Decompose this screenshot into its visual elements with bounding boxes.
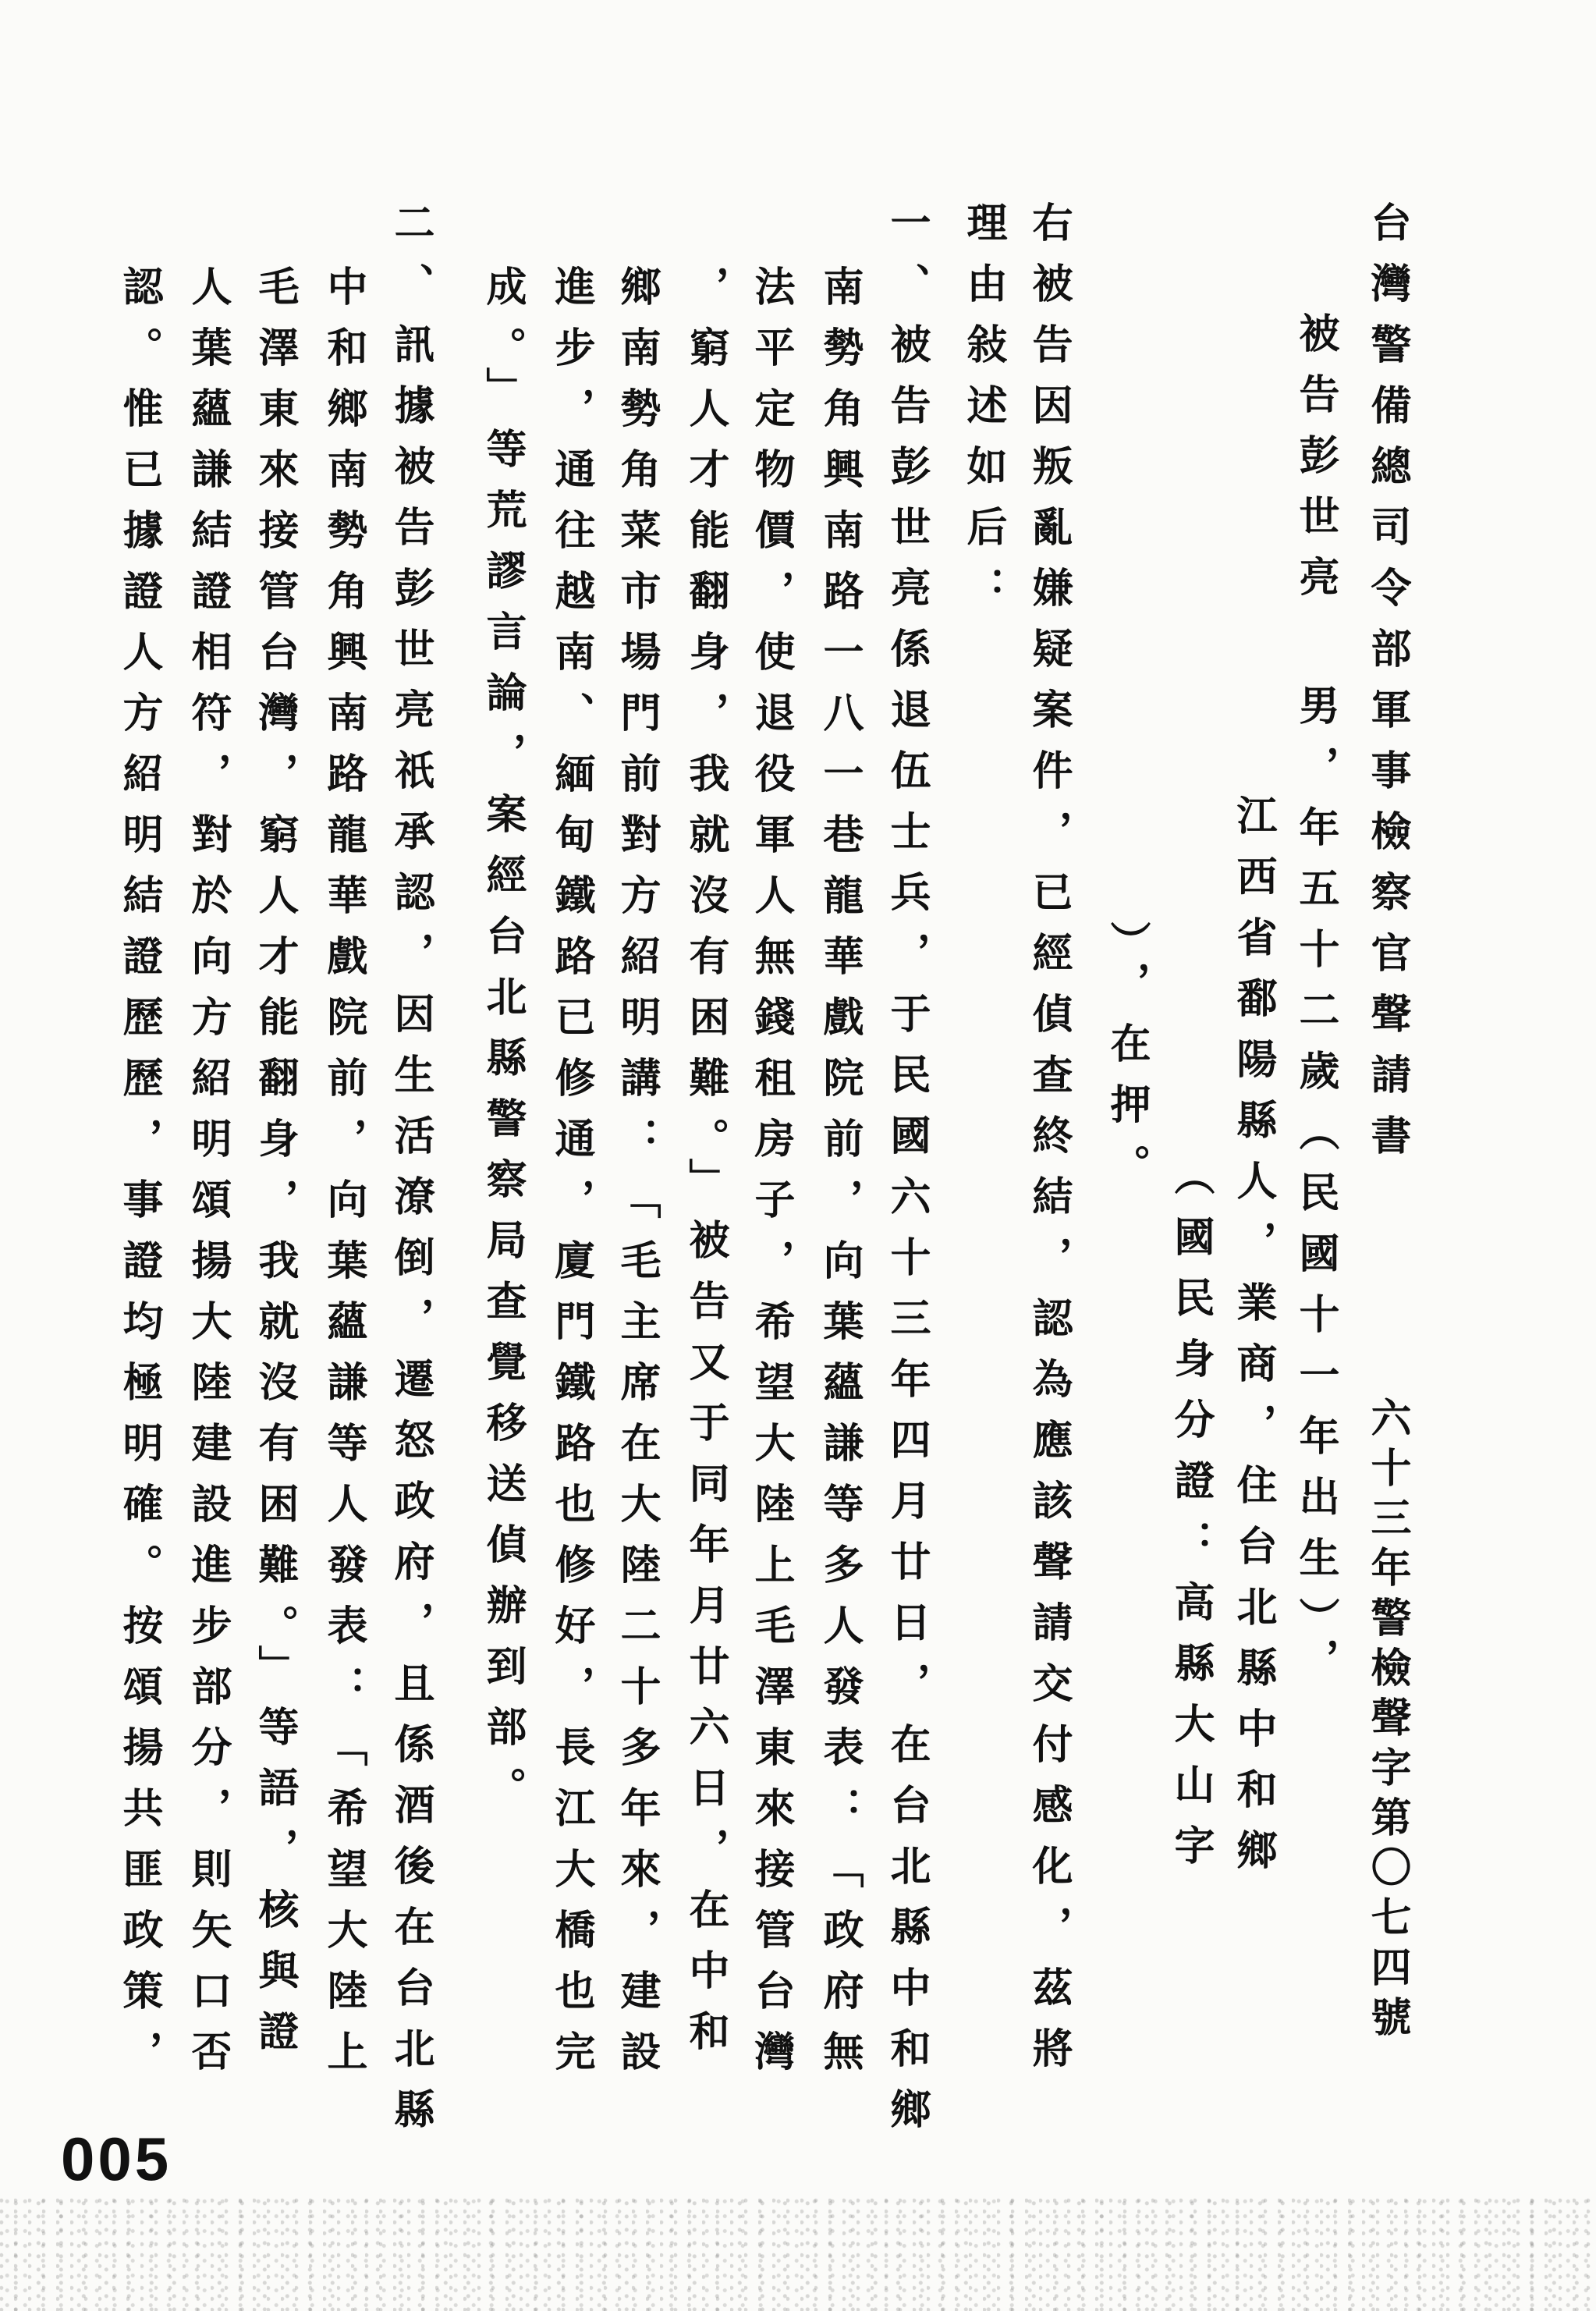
body-line: 一、被告彭世亮係退伍士兵，于民國六十三年四月廿日，在台北縣中和鄉 [883, 201, 931, 2149]
body-line: 進步，通往越南、緬甸鐵路已修通，廈門鐵路也修好，長江大橋也完 [548, 265, 595, 2091]
defendant-origin: 江西省鄱陽縣人，業商，住台北縣中和鄉 [1229, 794, 1277, 1890]
case-number: 六十三年警檢聲字第〇七四號 [1364, 1397, 1411, 2046]
body-line: 鄉南勢角菜市場門前對方紹明講：「毛主席在大陸二十多年來，建設 [613, 265, 661, 2091]
defendant-line: 被告彭世亮 男，年五十二歲（民國十一年出生）， [1292, 312, 1339, 1699]
body-line: 中和鄉南勢角興南路龍華戲院前，向葉蘊謙等人發表：「希望大陸上 [320, 265, 367, 2091]
document-title: 台灣警備總司令部軍事檢察官聲請書 [1364, 201, 1411, 1175]
body-line: 南勢角興南路一八一巷龍華戲院前，向葉蘊謙等多人發表：「政府無 [816, 265, 864, 2091]
body-line: 認。惟已據證人方紹明結證歷歷，事證均極明確。按頌揚共匪政策， [115, 265, 163, 2091]
body-line: ，窮人才能翻身，我就沒有困難。」被告又于同年月廿六日，在中和 [682, 265, 729, 2071]
body-line: 右被告因叛亂嫌疑案件，已經偵查終結，認為應該聲請交付感化，茲將 [1025, 201, 1073, 2088]
body-line: 法平定物價，使退役軍人無錢租房子，希望大陸上毛澤東來接管台灣 [747, 265, 795, 2091]
body-line: 理由敍述如后： [959, 201, 1007, 627]
body-line: 人葉蘊謙結證相符，對於向方紹明頌揚大陸建設進步部分，則矢口否 [184, 265, 232, 2091]
detention-status: ），在押。 [1103, 921, 1151, 1205]
body-line: 二、訊據被告彭世亮祇承認，因生活潦倒，遷怒政府，且係酒後在台北縣 [387, 201, 434, 2149]
body-line: 成。」等荒謬言論，案經台北縣警察局查覺移送偵辦到部。 [479, 265, 527, 1827]
page-number: 005 [61, 2125, 172, 2193]
defendant-id: （國民身分證：高縣大山字 [1167, 1155, 1215, 1885]
body-line: 毛澤東來接管台灣，窮人才能翻身，我就沒有困難。」等語，核與證 [251, 265, 299, 2071]
scan-noise [0, 2194, 1596, 2311]
